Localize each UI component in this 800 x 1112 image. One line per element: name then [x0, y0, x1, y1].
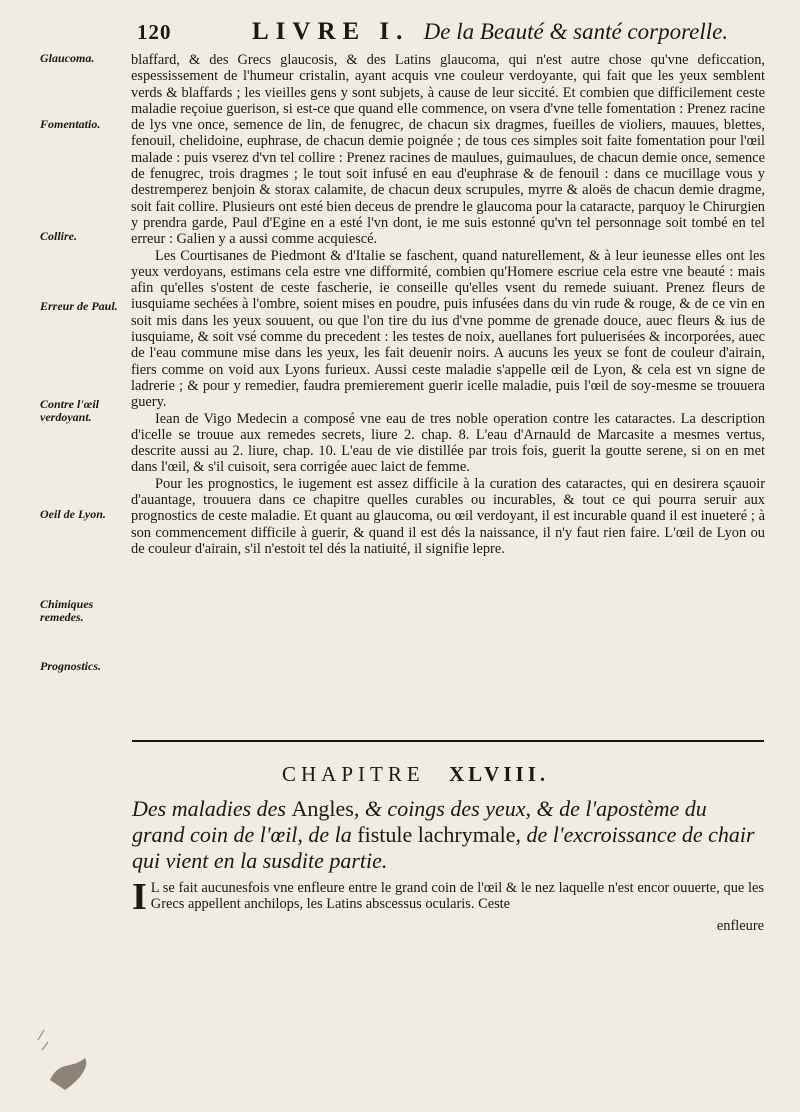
chapter-title — [132, 796, 764, 874]
chapter-heading — [282, 762, 549, 787]
chapter-number: XLVIII. — [448, 762, 550, 786]
side-note-fomentatio: Fomentatio. — [40, 117, 101, 131]
running-title: De la Beauté & santé corporelle. — [423, 19, 729, 44]
running-head — [252, 18, 728, 46]
paragraph-courtisanes: Les Courtisanes de Piedmont & d'Italie se faschent, quand naturellement, & à leur ieunesse elles ont les yeux verdoyans, estimans cela estre vne difformité, combien qu'Homere escriue cela estre vne beauté : mais afin qu'elles s'ostent de ceste fascherie, ie conseille qu'elles vsent du remede suiuant. Prenez fleurs de iusquiame sechées à l'ombre, soient mises en poudre, puis infusées dans du vin rude & rouge, & de ce vin en soit mis dans les yeux souuent, ou que l'on tire du ius d'vne pomme de grenade douce, auec fleurs & ius de iusquiame, & soit vsé comme du precedent : les testes de noix, auellanes fort puluerisées & incorporées, auec de l'eau commune mise dans les yeux, les fait deuenir noirs. A aucuns les yeux se font de couleur d'airain, fiers comme on void aux Lyons furieux. Aussi ceste maladie s'appelle œil de Lyon, & cela est vn signe de ladrerie ; & pour y remedier, faudra premierement guerir icelle maladie, puis l'œil de soy-mesme se trouuera guery. — [131, 247, 765, 411]
paragraph-prognostics: Pour les prognostics, le iugement est assez difficile à la curation des cataractes, qui en desirera sçauoir d'auantage, trouuera dans ce chapitre quelles curables ou incurables, & tout ce qui pourra seruir aux prognostics de ceste maladie. Et quant au glaucoma, ou œil verdoyant, il est incurable quand il est inueteré ; à son commencement difficile à guerir, & quand il est dés la naissance, il n'y faut rien faire. L'œil de Lyon ou de couleur d'airain, s'il n'estoit tel dés la natiuité, il signifie lepre. — [131, 475, 765, 557]
drop-cap: I — [132, 876, 147, 918]
paragraph-glaucoma: blaffard, & des Grecs glaucosis, & des Latins glaucoma, qui n'est autre chose qu'vne deficcation, espessissement de l'humeur cristalin, ayant acquis vne couleur verdoyante, qui fait que les yeux semblent verds & blaffards ; les vieilles gens y sont subjets, à cause de leur siccité. Et combien que difficilement ceste maladie reçoiue guerison, si est-ce que quand elle commence, on vsera d'vne telle fomentation : Prenez racine de lys vne once, semence de lin, de fenugrec, de chacun six dragmes, fueilles de violiers, mauues, blettes, fenouil, chelidoine, euphrase, de chacun demie poignée ; de tous ces simples soit faite fomentation pour l'œil malade : puis vserez d'vn tel collire : Prenez racines de maulues, guimaulues, de chacun demie once, semence de fenugrec, trois dragmes ; le tout soit infusé en eau d'euphrase & de fenouil : dans ce mucillage vous y destremperez benjoin & storax calamite, de chacun deux scrupules, myrre & aloës de chacun demie dragme, soit fait collire. Plusieurs ont esté bien deceus de prendre le glaucoma pour la cataracte, parquoy le Chirurgien y prendra garde, Paul d'Egine en a esté l'vn dont, ie me suis estonné qu'vn tel personnage soit tombé en tel erreur : Galien y a aussi comme acquiescé. — [131, 52, 765, 248]
book-label: LIVRE I. — [252, 18, 410, 45]
side-note-oeil-de-lyon: Oeil de Lyon. — [40, 507, 106, 521]
paragraph-vigo: Iean de Vigo Medecin a composé vne eau de tres noble operation contre les cataractes. La description d'icelle se trouue aux remedes secrets, liure 2. chap. 8. L'eau d'Arnauld de Marcasite a mesmes vertus, descrite aussi au 2. liure, chap. 10. L'eau de vie distillée par trois fois, guerit la goutte serene, si on en met dans l'œil, & s'il cuisoit, sera corrigée auec laict de femme. — [131, 410, 765, 476]
catchword: enfleure — [716, 918, 764, 934]
page-number: 120 — [137, 20, 172, 44]
chapter-title-part-2: Angles — [291, 796, 354, 821]
chapter-opening-text — [132, 876, 764, 918]
side-note-erreur-de-paul: Erreur de Paul. — [40, 299, 118, 313]
side-note-glaucoma: Glaucoma. — [40, 51, 95, 65]
ink-blot-decoration — [30, 1020, 120, 1100]
section-rule — [132, 740, 764, 742]
side-note-collire: Collire. — [40, 229, 78, 243]
side-note-contre-oeil-verdoyant: Contre l'œil verdoyant. — [40, 397, 100, 424]
chapter-title-part-3: , & coings des yeux, & de l'apostème du grand coin de l'œil, de la — [132, 796, 707, 847]
chapter-opening-paragraph: L se fait aucunesfois vne enfleure entre le grand coin de l'œil & le nez laquelle n'est encor ouuerte, que les Grecs appellent anchilops, les Latins abscessus ocularis. Ceste — [150, 880, 764, 913]
side-note-prognostics: Prognostics. — [40, 659, 102, 673]
chapter-title-part-4: fistule lachrymale — [357, 822, 516, 847]
chapter-title-part-1: Des maladies des — [132, 796, 292, 821]
side-note-chimiques-remedes: Chimiques remedes. — [40, 597, 94, 624]
chapter-title-part-5: , de l'excroissance de chair qui vient en la susdite partie. — [132, 822, 755, 873]
body-text — [131, 52, 765, 557]
chapter-label: CHAPITRE — [282, 762, 425, 786]
